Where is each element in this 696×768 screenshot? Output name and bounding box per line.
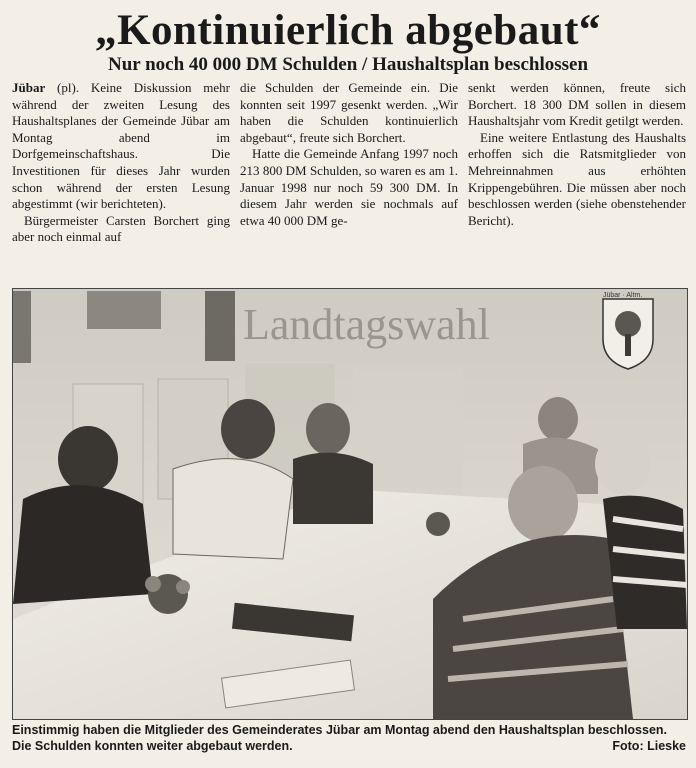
paragraph: senkt werden können, freute sich Borchert. 18 300 DM sollen in diesem Haushaltsjahr vom Kredit getilgt werden. xyxy=(468,80,686,129)
wall-picture xyxy=(87,291,161,329)
crest-label: Jübar · Altm. xyxy=(603,292,643,299)
flower-bouquet-icon xyxy=(426,512,450,536)
wall-poster-text: Landtagswahl xyxy=(243,300,490,349)
article-column-2 xyxy=(240,80,458,276)
dateline: Jübar xyxy=(12,80,46,95)
paragraph: die Schulden der Gemeinde ein. Die konnten seit 1997 gesenkt werden. „Wir haben die Schulden kontinuierlich abgebaut“, freute sich Borchert. xyxy=(240,80,458,145)
article-body xyxy=(12,80,686,276)
paragraph: Hatte die Gemeinde Anfang 1997 noch 213 800 DM Schulden, so waren es am 1. Januar 1998 nur noch 59 300 DM. In diesem Jahr werden sie nochmals auf etwa 40 000 DM ge- xyxy=(240,146,458,228)
meeting-photo xyxy=(12,288,688,720)
headline: „Kontinuierlich abgebaut“ xyxy=(95,7,601,54)
subheadline: Nur noch 40 000 DM Schulden / Haushaltsplan beschlossen xyxy=(107,54,589,75)
photo-credit: Foto: Lieske xyxy=(612,739,686,753)
paragraph-text: (pl). Keine Diskussion mehr während der zweiten Lesung des Haushaltsplanes der Gemeinde Jübar am Montag abend im Dorfgemeinschaftshaus. Die Investitionen für dieses Jahr wurden schon während der ersten Lesung abgestimmt (wir berichteten). xyxy=(12,80,230,212)
coat-of-arms-icon xyxy=(603,299,653,369)
article-column-1 xyxy=(12,80,230,276)
paragraph: Bürgermeister Carsten Borchert ging aber noch einmal auf xyxy=(12,212,230,245)
wall-picture xyxy=(13,291,31,363)
caption-text: Einstimmig haben die Mitglieder des Gemeinderates Jübar am Montag abend den Haushaltsplan beschlossen. Die Schulden konnten weiter abgebaut werden. xyxy=(12,723,668,753)
article-column-3 xyxy=(468,80,686,276)
photo-caption xyxy=(12,722,686,754)
paragraph: Eine weitere Entlastung des Haushalts erhoffen sich die Ratsmitglieder von Mehreinnahmen aus erhöhten Krippengebühren. Die müssen aber noch beschlossen werden (siehe obenstehender Bericht). xyxy=(468,129,686,228)
wall-picture xyxy=(205,291,235,361)
paragraph xyxy=(12,80,230,213)
